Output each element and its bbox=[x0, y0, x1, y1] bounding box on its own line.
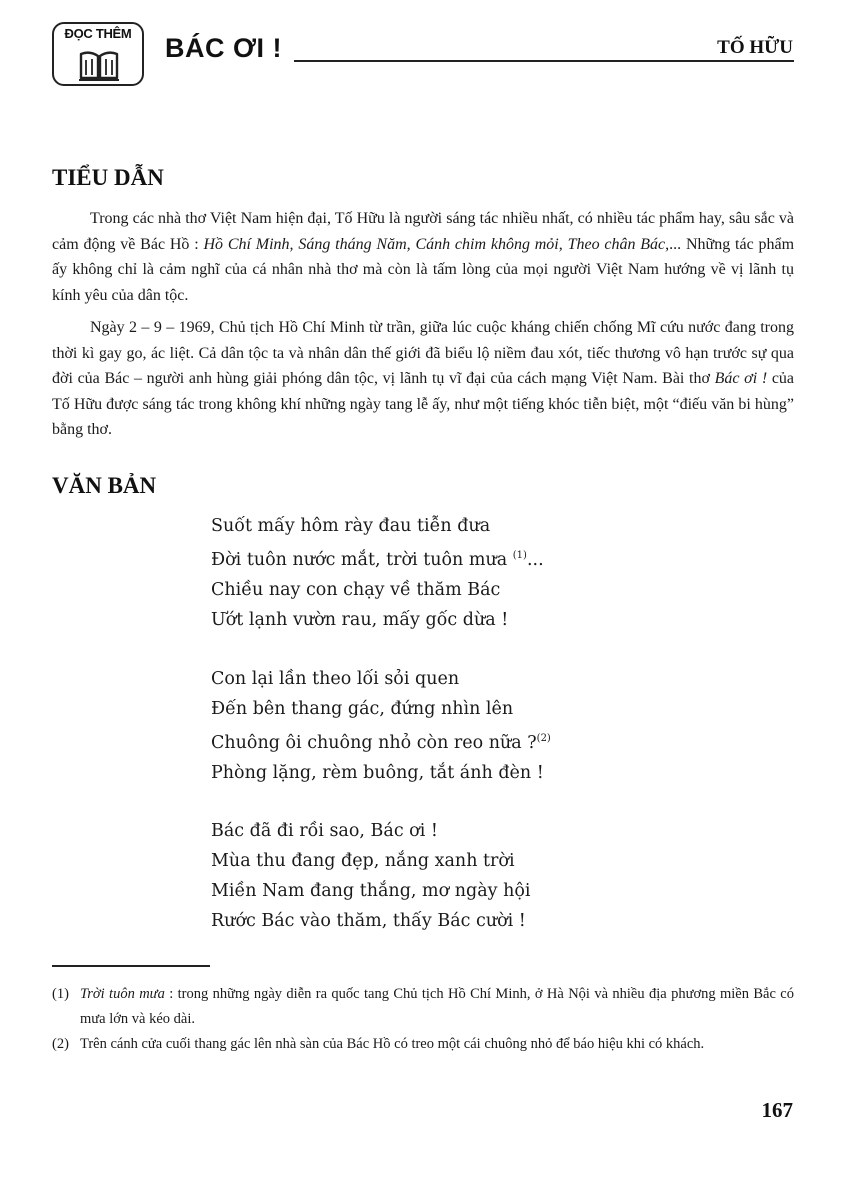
poem-line bbox=[211, 724, 551, 758]
poem-line: Chiều nay con chạy về thăm Bác bbox=[211, 580, 501, 600]
poem-line: Mùa thu đang đẹp, nắng xanh trời bbox=[211, 851, 515, 871]
poem-line: Suốt mấy hôm rày đau tiễn đưa bbox=[211, 516, 491, 536]
footnote-2 bbox=[52, 1032, 794, 1057]
footnote-1-mark: (1) bbox=[52, 986, 69, 1002]
lesson-title: BÁC ƠI ! bbox=[165, 33, 283, 63]
intro-p1-text-a: Trong các nhà thơ Việt Nam hiện đại, Tố Hữu là người sáng tác nhiều nhất, có nhiều tác phẩm hay, sâu sắc và cảm động về Bác Hồ : bbox=[52, 210, 794, 253]
poem-line: Đến bên thang gác, đứng nhìn lên bbox=[211, 699, 514, 719]
poem-line: Miền Nam đang thắng, mơ ngày hội bbox=[211, 881, 531, 901]
intro-p2-poem-title: Bác ơi ! bbox=[714, 370, 768, 387]
poem-stanza-1 bbox=[211, 511, 544, 635]
poem-line: Ướt lạnh vườn rau, mấy gốc dừa ! bbox=[211, 610, 509, 630]
poem-line: Phòng lặng, rèm buông, tắt ánh đèn ! bbox=[211, 763, 544, 783]
poem-line: Bác đã đi rồi sao, Bác ơi ! bbox=[211, 821, 438, 841]
poem-line-text: Đời tuôn nước mắt, trời tuôn mưa bbox=[211, 550, 508, 570]
intro-paragraph-2 bbox=[52, 315, 794, 443]
badge-label: ĐỌC THÊM bbox=[64, 26, 132, 41]
intro-p1-text-b: ... Những tác phẩm ấy không chỉ là cảm nghĩ của cá nhân nhà thơ mà còn là tấm lòng của mọi người Việt Nam hướng về vị lãnh tụ kính yêu của dân tộc. bbox=[52, 235, 795, 304]
poem-line: Rước Bác vào thăm, thấy Bác cười ! bbox=[211, 911, 526, 931]
intro-heading: TIỂU DẪN bbox=[52, 165, 164, 190]
author-name: TỐ HỮU bbox=[717, 37, 793, 58]
doc-them-badge bbox=[52, 22, 144, 86]
text-heading: VĂN BẢN bbox=[52, 473, 157, 498]
footnote-2-text: Trên cánh cửa cuối thang gác lên nhà sàn của Bác Hồ có treo một cái chuông nhỏ để báo hiệu khi có khách. bbox=[80, 1036, 705, 1052]
poem-line bbox=[211, 541, 544, 575]
poem-stanza-2 bbox=[211, 664, 551, 788]
poem-line-text: Chuông ôi chuông nhỏ còn reo nữa ? bbox=[211, 733, 537, 753]
book-icon bbox=[78, 48, 120, 82]
footnote-1 bbox=[52, 982, 794, 1032]
footnote-1-text: : trong những ngày diễn ra quốc tang Chủ tịch Hồ Chí Minh, ở Hà Nội và nhiều địa phương miền Bắc có mưa lớn và kéo dài. bbox=[80, 986, 794, 1027]
poem-line-tail: ... bbox=[526, 550, 544, 570]
footnote-ref-1: (1) bbox=[512, 550, 527, 561]
intro-p1-works: Hồ Chí Minh, Sáng tháng Năm, Cánh chim không mỏi, Theo chân Bác, bbox=[203, 235, 670, 253]
footnote-1-term: Trời tuôn mưa bbox=[80, 986, 165, 1002]
poem-stanza-3 bbox=[211, 816, 530, 936]
footnote-2-mark: (2) bbox=[52, 1036, 69, 1052]
intro-p2-text-a: Ngày 2 – 9 – 1969, Chủ tịch Hồ Chí Minh từ trần, giữa lúc cuộc kháng chiến chống Mĩ cứu nước đang trong thời kì gay go, ác liệt. Cả dân tộc ta và nhân dân thế giới đã biểu lộ niềm đau xót, tiếc thương vô hạn trước sự qua đời của Bác – người anh hùng giải phóng dân tộc, vị lãnh tụ vĩ đại của cách mạng Việt Nam. Bài thơ bbox=[52, 319, 794, 387]
poem-line: Con lại lần theo lối sỏi quen bbox=[211, 669, 460, 689]
header-rule bbox=[294, 60, 794, 62]
footnote-rule bbox=[52, 965, 210, 967]
intro-paragraph-1 bbox=[52, 206, 794, 308]
footnote-ref-2: (2) bbox=[536, 733, 551, 744]
page-number: 167 bbox=[761, 1098, 793, 1122]
intro-p2-text-b: của Tố Hữu được sáng tác trong không khí những ngày tang lễ ấy, như một tiếng khóc tiễn biệt, một “điếu văn bi hùng” bằng thơ. bbox=[52, 370, 795, 438]
